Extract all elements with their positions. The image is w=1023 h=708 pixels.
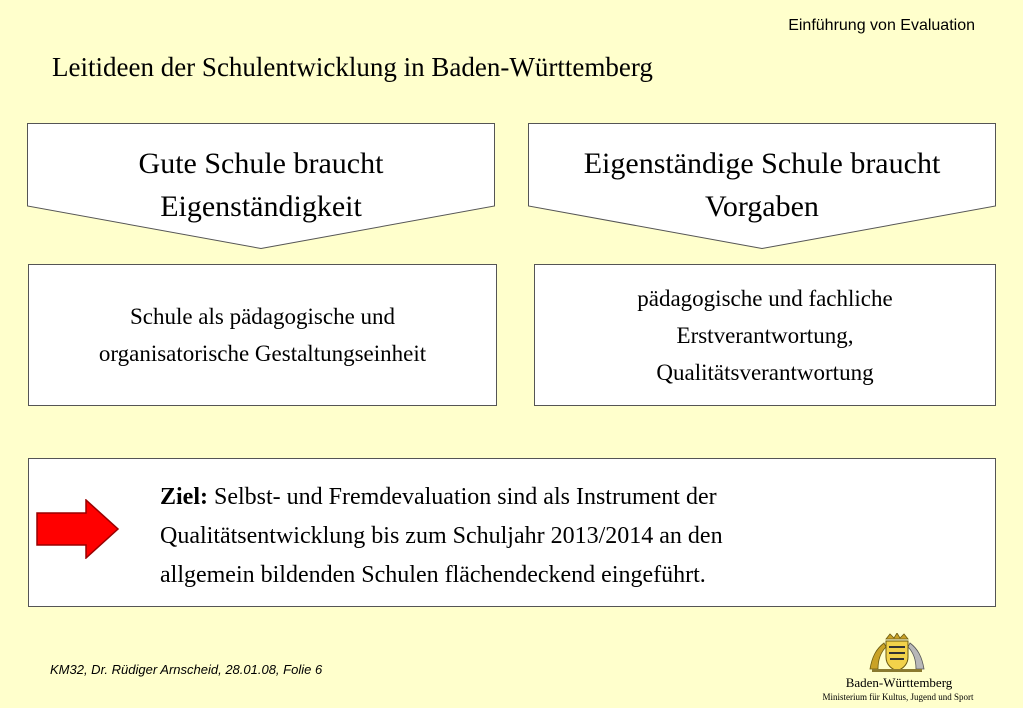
principle-pentagon-2 [528,123,996,249]
detail-box-2 [534,264,996,406]
section-label: Einführung von Evaluation [788,17,975,34]
detail-line-1: Schule als pädagogische und [129,304,396,329]
footer-citation: KM32, Dr. Rüdiger Arnscheid, 28.01.08, Folie 6 [50,662,323,677]
principle-line-2: Eigenständigkeit [160,190,362,223]
principle-pentagon-1 [27,123,495,249]
coat-of-arms-icon [866,633,928,678]
detail-line-1: pädagogische und fachliche [637,285,893,311]
logo-state-name: Baden-Württemberg [845,675,953,690]
principle-line-2: Vorgaben [705,190,819,223]
logo-ministry-name: Ministerium für Kultus, Jugend und Sport [822,692,974,702]
principle-line-1: Gute Schule braucht [138,147,384,180]
goal-line-1: Selbst- und Fremdevaluation sind als Instrument der [214,484,717,510]
goal-line-2: Qualitätsentwicklung bis zum Schuljahr 2013/2014 an den [160,523,723,549]
slide-title: Leitideen der Schulentwicklung in Baden-Württemberg [52,52,653,82]
detail-line-2: Erstverantwortung, [676,322,854,348]
detail-box-1 [28,264,497,406]
arrow-right-icon [36,499,120,564]
goal-line-3: allgemein bildenden Schulen flächendeckend eingeführt. [160,562,706,588]
detail-line-3: Qualitätsverantwortung [656,359,874,385]
detail-line-2: organisatorische Gestaltungseinheit [98,341,427,366]
goal-label: Ziel: [160,484,208,510]
principle-line-1: Eigenständige Schule braucht [583,147,941,180]
goal-statement [160,478,960,595]
